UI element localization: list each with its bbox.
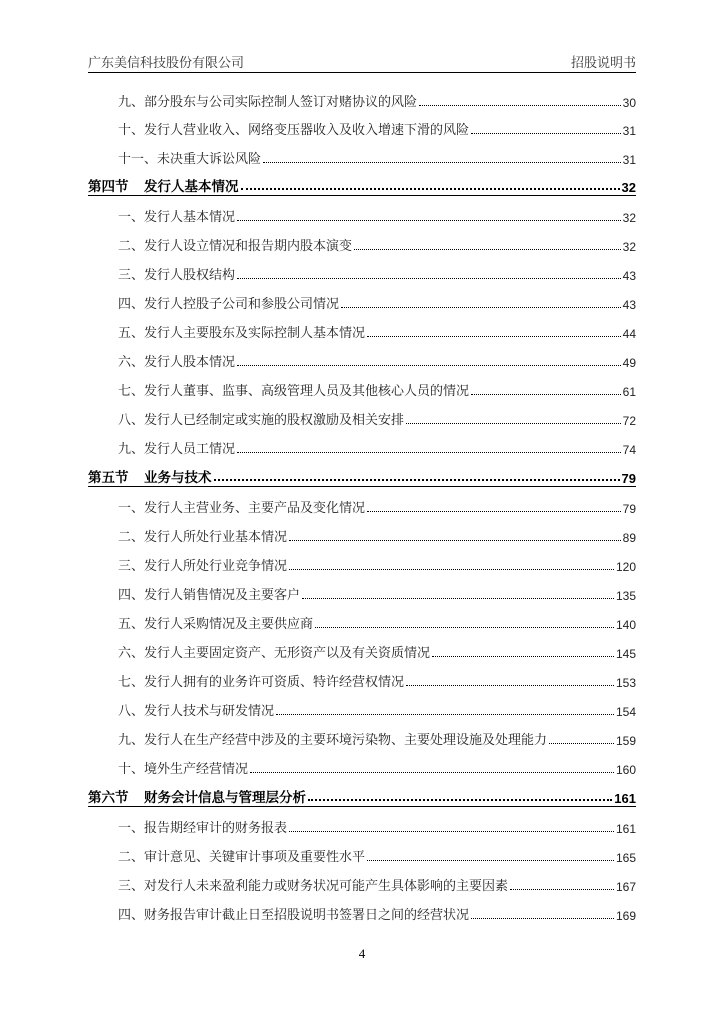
- toc-entry[interactable]: [88, 901, 636, 923]
- toc-entry[interactable]: [88, 435, 636, 457]
- dot-leader: [214, 479, 620, 481]
- section-label: 第四节: [88, 179, 129, 195]
- toc-entry-title: 十、发行人营业收入、网络变压器收入及收入增速下滑的风险: [118, 123, 470, 138]
- toc-page-number: 161: [615, 822, 636, 836]
- toc-page-number: 31: [622, 153, 636, 167]
- toc-entry[interactable]: [88, 319, 636, 341]
- toc-entry[interactable]: [88, 116, 636, 138]
- toc-entry[interactable]: [88, 523, 636, 545]
- toc-page-number: 32: [621, 180, 636, 195]
- toc-page-number: 169: [615, 909, 636, 923]
- toc-entry-title: 九、发行人员工情况: [118, 442, 236, 457]
- company-name: 广东美信科技股份有限公司: [88, 56, 245, 71]
- toc-entry-title: 八、发行人已经制定或实施的股权激励及相关安排: [118, 413, 405, 428]
- toc-entry-title: 七、发行人拥有的业务许可资质、特许经营权情况: [118, 675, 405, 690]
- toc-entry-title: 一、报告期经审计的财务报表: [118, 821, 288, 836]
- toc-page-number: 167: [615, 880, 636, 894]
- dot-leader: [471, 133, 621, 134]
- dot-leader: [302, 598, 614, 599]
- toc-entry-title: 四、财务报告审计截止日至招股说明书签署日之间的经营状况: [118, 908, 470, 923]
- toc-page-number: 79: [622, 502, 636, 516]
- toc-entry[interactable]: [88, 290, 636, 312]
- dot-leader: [308, 799, 612, 801]
- dot-leader: [341, 307, 621, 308]
- toc-page-number: 43: [622, 269, 636, 283]
- toc-section-entry[interactable]: [88, 464, 636, 487]
- toc-section-entry[interactable]: [88, 173, 636, 196]
- toc-page-number: 165: [615, 851, 636, 865]
- toc-entry[interactable]: [88, 203, 636, 225]
- section-title: 财务会计信息与管理层分析: [144, 790, 306, 806]
- toc-entry-title: [88, 786, 306, 806]
- toc-entry[interactable]: [88, 348, 636, 370]
- page-header: [88, 50, 636, 73]
- toc-entry[interactable]: [88, 697, 636, 719]
- toc-page-number: 154: [615, 705, 636, 719]
- section-title: 发行人基本情况: [144, 179, 239, 195]
- toc-entry[interactable]: [88, 88, 636, 110]
- toc-page-number: 145: [615, 647, 636, 661]
- dot-leader: [263, 162, 621, 163]
- toc-entry-title: 二、审计意见、关键审计事项及重要性水平: [118, 850, 366, 865]
- dot-leader: [367, 336, 621, 337]
- dot-leader: [471, 918, 614, 919]
- toc-entry-title: 一、发行人主营业务、主要产品及变化情况: [118, 501, 366, 516]
- toc-entry-title: 十一、未决重大诉讼风险: [118, 152, 262, 167]
- dot-leader: [549, 743, 614, 744]
- toc-page-number: 72: [622, 414, 636, 428]
- toc-page-number: 44: [622, 327, 636, 341]
- dot-leader: [237, 220, 621, 221]
- toc-entry-title: 三、发行人所处行业竞争情况: [118, 559, 288, 574]
- section-label: 第五节: [88, 470, 129, 486]
- dot-leader: [289, 540, 621, 541]
- toc-entry[interactable]: [88, 843, 636, 865]
- toc-entry-title: 四、发行人销售情况及主要客户: [118, 588, 301, 603]
- toc-page-number: 135: [615, 589, 636, 603]
- toc-page-number: 140: [615, 618, 636, 632]
- dot-leader: [237, 365, 621, 366]
- toc-entry[interactable]: [88, 145, 636, 167]
- toc-entry-title: 一、发行人基本情况: [118, 210, 236, 225]
- toc-entry[interactable]: [88, 406, 636, 428]
- dot-leader: [315, 627, 614, 628]
- dot-leader: [367, 860, 614, 861]
- toc-entry-title: 三、对发行人未来盈利能力或财务状况可能产生具体影响的主要因素: [118, 879, 509, 894]
- dot-leader: [276, 714, 614, 715]
- toc-entry-title: 二、发行人所处行业基本情况: [118, 530, 288, 545]
- section-label: 第六节: [88, 790, 129, 806]
- toc-entry-title: 九、部分股东与公司实际控制人签订对赌协议的风险: [118, 95, 418, 110]
- toc-page-number: 30: [622, 96, 636, 110]
- toc-entry[interactable]: [88, 581, 636, 603]
- toc-entry-title: 五、发行人主要股东及实际控制人基本情况: [118, 326, 366, 341]
- toc-page-number: 43: [622, 298, 636, 312]
- toc-entry[interactable]: [88, 639, 636, 661]
- toc-page-number: 49: [622, 356, 636, 370]
- toc-entry-title: 十、境外生产经营情况: [118, 762, 249, 777]
- dot-leader: [289, 569, 614, 570]
- toc-page-number: 61: [622, 385, 636, 399]
- toc-entry[interactable]: [88, 872, 636, 894]
- toc-entry[interactable]: [88, 814, 636, 836]
- dot-leader: [354, 249, 621, 250]
- toc-section-entry[interactable]: [88, 784, 636, 807]
- dot-leader: [289, 831, 614, 832]
- toc-entry[interactable]: [88, 610, 636, 632]
- toc-page-number: 32: [622, 211, 636, 225]
- toc-entry-title: 六、发行人股本情况: [118, 355, 236, 370]
- toc-entry[interactable]: [88, 261, 636, 283]
- toc-page-number: 161: [614, 791, 636, 806]
- toc-entry-title: [88, 466, 212, 486]
- toc-entry[interactable]: [88, 755, 636, 777]
- dot-leader: [241, 188, 620, 190]
- toc-entry-title: 五、发行人采购情况及主要供应商: [118, 617, 314, 632]
- dot-leader: [471, 394, 621, 395]
- toc-entry[interactable]: [88, 232, 636, 254]
- document-type: 招股说明书: [570, 56, 636, 71]
- dot-leader: [237, 278, 621, 279]
- dot-leader: [432, 656, 614, 657]
- section-title: 业务与技术: [144, 470, 212, 486]
- dot-leader: [406, 423, 621, 424]
- dot-leader: [367, 511, 621, 512]
- toc-page-number: 159: [615, 734, 636, 748]
- toc-entry-title: 八、发行人技术与研发情况: [118, 704, 275, 719]
- toc-entry[interactable]: [88, 668, 636, 690]
- toc-entry[interactable]: [88, 377, 636, 399]
- toc-page-number: 160: [615, 763, 636, 777]
- toc-entry-title: 七、发行人董事、监事、高级管理人员及其他核心人员的情况: [118, 384, 470, 399]
- toc-entry[interactable]: [88, 726, 636, 748]
- toc-page-number: 120: [615, 560, 636, 574]
- toc-page-number: 89: [622, 531, 636, 545]
- toc-page-number: 153: [615, 676, 636, 690]
- dot-leader: [419, 105, 621, 106]
- toc-page-number: 32: [622, 240, 636, 254]
- toc-page-number: 74: [622, 443, 636, 457]
- toc-entry[interactable]: [88, 552, 636, 574]
- dot-leader: [406, 685, 614, 686]
- toc-entry-title: [88, 175, 239, 195]
- toc-entry-title: 二、发行人设立情况和报告期内股本演变: [118, 239, 353, 254]
- toc-entry-title: 四、发行人控股子公司和参股公司情况: [118, 297, 340, 312]
- toc-entry-title: 三、发行人股权结构: [118, 268, 236, 283]
- toc-page-number: 31: [622, 124, 636, 138]
- toc-entry-title: 九、发行人在生产经营中涉及的主要环境污染物、主要处理设施及处理能力: [118, 733, 548, 748]
- toc-page-number: 79: [621, 471, 636, 486]
- page-number: 4: [358, 946, 366, 961]
- dot-leader: [510, 889, 614, 890]
- dot-leader: [237, 452, 621, 453]
- toc-entry[interactable]: [88, 494, 636, 516]
- dot-leader: [250, 772, 614, 773]
- toc-entry-title: 六、发行人主要固定资产、无形资产以及有关资质情况: [118, 646, 431, 661]
